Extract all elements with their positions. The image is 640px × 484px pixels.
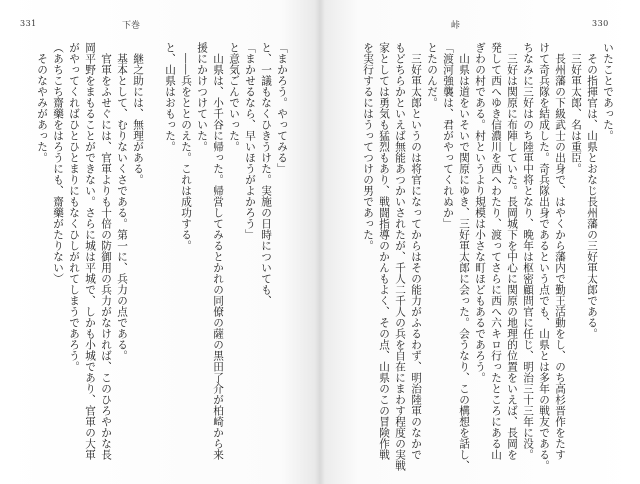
text-line: 三好軍太郎、名は重臣。: [570, 42, 582, 174]
blank-line: [146, 42, 162, 450]
right-page: [324, 0, 640, 484]
text-line: 発して西へゆき信濃川を西へわたり、渡ってさらに西へ六キロ行ったところにある山: [490, 42, 502, 460]
text-line: （あちこち齋藥をはろうにも、齋藥がたりない）: [52, 42, 64, 284]
text-line: 援にかけつけていた。: [196, 42, 208, 152]
running-head: 峠: [451, 21, 461, 31]
left-page: [0, 0, 316, 484]
text-line: その指揮官は、山県とおなじ長州藩の三好軍太郎である。: [586, 42, 598, 339]
text-line: と、山県はおもった。: [164, 42, 176, 152]
page-number: 330: [592, 19, 609, 28]
body-text: [340, 42, 616, 471]
text-line: 山県は道をいそいで関原にゆき、三好軍太郎に会った。会うなり、この構想を話し、: [458, 42, 470, 471]
text-line: 官軍をふせぐには、官軍よりも十倍の防御用の兵力がなければ、このひろやかな長: [100, 42, 112, 460]
text-line: 三好は関原に布陣していた。長岡城下を中心に関原の地理的位置をいえば、長岡を: [506, 42, 518, 460]
text-line: 三好軍太郎というのは将官になってからはその能力がふるわず、明治陸軍のなかで: [410, 42, 422, 460]
text-line: 長州藩の下級武士の出身で、はやくから藩内で勤王活動をし、のち高杉晋作をたす: [554, 42, 566, 460]
text-line: 基本として、むりないくさである。第一に、兵力の点である。: [116, 42, 128, 361]
running-head: 下巻: [122, 21, 141, 31]
text-line: 家としては勇気も猛烈もあり、戦闘指導のかんもよく、その点、山県のこの冒険作戦: [378, 42, 390, 460]
text-line: 「まかせるなら、早いほうがよかろう」: [244, 42, 256, 240]
text-line: 岡平野をまもることができない。さらに城は平城で、しかも小城であり、官軍の大軍: [84, 42, 96, 460]
text-line: と、一議もなくひきうけた。実施の日時についても、: [260, 42, 272, 306]
text-line: 「まかろう。やってみる」: [276, 42, 288, 174]
text-line: ぎわの村である。村というより規模は小さな町ほどもあるであろう。: [474, 42, 486, 383]
text-line: とたのんだ。: [426, 42, 438, 108]
text-line: 山県は、小千谷に帰った。帰営してみるとかれの同僚の薩の黒田了介が柏崎から来: [212, 42, 224, 460]
text-line: いたことであった。: [602, 42, 614, 141]
text-line: ――兵をととのえた。これは成功する。: [180, 42, 192, 251]
text-line: けて奇兵隊を結成した。奇兵隊出身であるという点でも、山県とは多年の戦友である。: [538, 42, 550, 471]
text-line: もどちらかといえば無能あつかいされたが、千人二千人の兵を自在にまわす程度の実戦: [394, 42, 406, 471]
page-number: 331: [20, 19, 37, 28]
text-line: がやってくればひとひとまりにもなくひしがれてしまうであろう。: [68, 42, 80, 372]
text-line: を実行するにはうってつけの男であった。: [362, 42, 374, 251]
text-line: 継之助には、無理がある。: [132, 42, 144, 185]
body-text: [18, 42, 290, 460]
text-line: と意気ごんでいった。: [228, 42, 240, 152]
text-line: 「渡河強襲は、君がやってくれぬか」: [442, 42, 454, 229]
text-line: ちなみに三好はのち陸軍中将となり、晩年は枢密顧問官に任じ、明治三十三年に没。: [522, 42, 534, 460]
text-line: そのなやみがあった。: [36, 42, 48, 163]
